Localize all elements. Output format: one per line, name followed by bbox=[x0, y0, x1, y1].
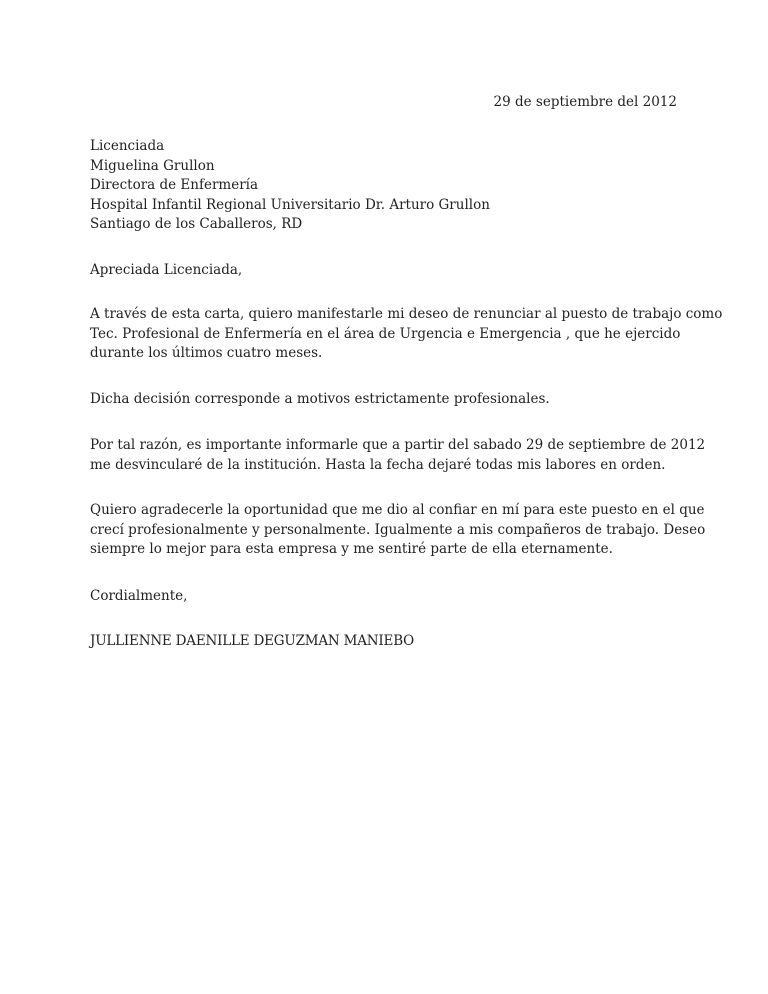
paragraph-line: me desvincularé de la institución. Hasta la fecha dejaré todas mis labores en orden. bbox=[90, 456, 666, 473]
paragraph-line: A través de esta carta, quiero manifestarle mi deseo de renunciar al puesto de trabajo como bbox=[90, 306, 723, 322]
addressee-location: Santiago de los Caballeros, RD bbox=[90, 216, 303, 232]
paragraph-line: Por tal razón, es importante informarle que a partir del sabado 29 de septiembre de 2012 bbox=[90, 437, 706, 453]
body-paragraph-3 bbox=[90, 436, 706, 475]
addressee-name: Miguelina Grullon bbox=[90, 157, 215, 174]
addressee-title: Licenciada bbox=[90, 138, 165, 154]
paragraph-line: Dicha decisión corresponde a motivos estrictamente profesionales. bbox=[90, 391, 550, 407]
letter-date: 29 de septiembre del 2012 bbox=[493, 94, 677, 110]
addressee-institution: Hospital Infantil Regional Universitario Dr. Arturo Grullon bbox=[90, 196, 490, 213]
addressee-position: Directora de Enfermería bbox=[90, 177, 259, 193]
paragraph-line: durante los últimos cuatro meses. bbox=[90, 345, 323, 362]
addressee-block bbox=[90, 137, 490, 235]
closing: Cordialmente, bbox=[90, 588, 188, 604]
paragraph-line: crecí profesionalmente y personalmente. Igualmente a mis compañeros de trabajo. Deseo bbox=[90, 521, 706, 538]
body-paragraph-2 bbox=[90, 390, 690, 410]
signature-name: JULLIENNE DAENILLE DEGUZMAN MANIEBO bbox=[90, 633, 415, 649]
body-paragraph-1 bbox=[90, 305, 723, 364]
body-paragraph-4 bbox=[90, 501, 706, 560]
salutation: Apreciada Licenciada, bbox=[90, 262, 243, 278]
paragraph-line: siempre lo mejor para esta empresa y me sentiré parte de ella eternamente. bbox=[90, 541, 613, 558]
paragraph-line: Quiero agradecerle la oportunidad que me dio al confiar en mí para este puesto en el que bbox=[90, 502, 705, 518]
paragraph-line: Tec. Profesional de Enfermería en el área de Urgencia e Emergencia , que he ejercido bbox=[90, 325, 681, 342]
